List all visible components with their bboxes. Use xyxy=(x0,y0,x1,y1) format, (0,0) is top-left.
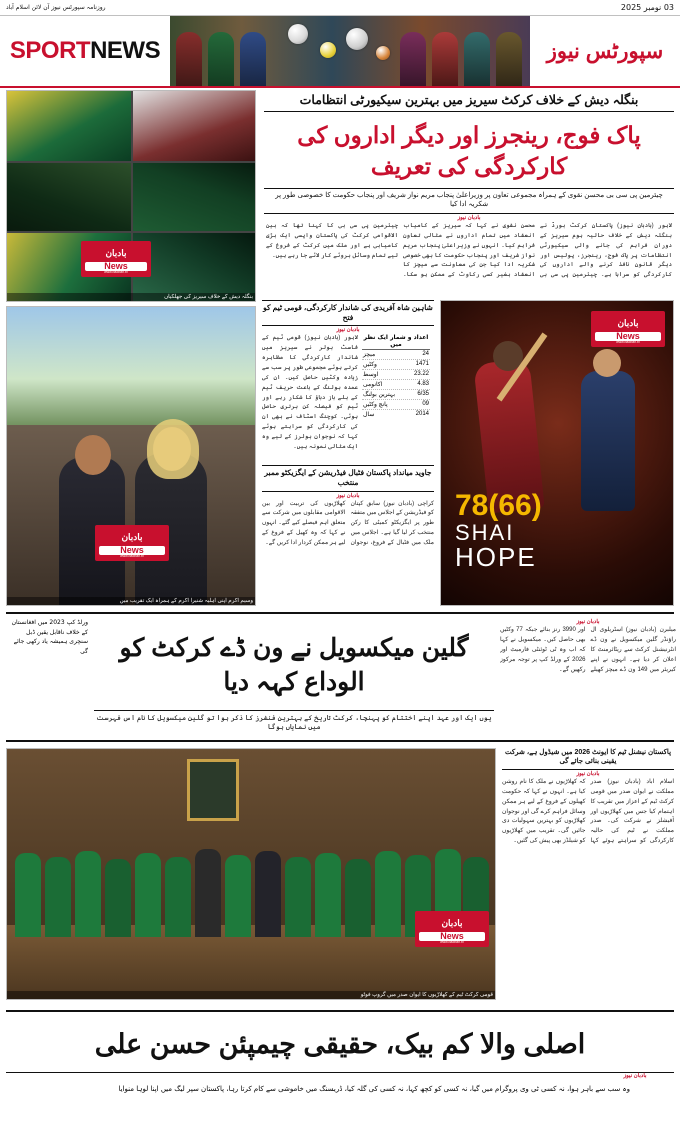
stat-value: 1471 xyxy=(415,361,429,368)
badge-url: www.badban.tv xyxy=(440,940,464,945)
stat-label: وکٹیں xyxy=(363,362,377,369)
stat-value: 6/35 xyxy=(417,391,429,398)
maxwell-headline: گلین میکسویل نے ون ڈے کرکٹ کو الوداع کہہ دیا xyxy=(119,634,469,696)
stat-row xyxy=(362,410,430,419)
mid-left-byline: بادبان نیوز xyxy=(336,327,360,334)
stat-row xyxy=(362,350,430,360)
lead-kicker: بنگلہ دیش کے خلاف کرکٹ سیریز میں بہترین سیکیورٹی انتظامات xyxy=(264,90,674,112)
masthead-banner-image xyxy=(170,16,530,86)
lead-byline: بادبان نیوز xyxy=(457,214,481,221)
stat-row xyxy=(362,370,430,380)
team-byline: بادبان نیوز xyxy=(576,770,600,777)
stat-value: 24 xyxy=(422,351,429,358)
lead-story-block xyxy=(264,90,674,300)
logo[interactable] xyxy=(0,16,170,86)
hope-score-graphic xyxy=(455,491,542,571)
maxwell-story-block xyxy=(6,612,674,742)
stat-label: اکانومی xyxy=(363,382,383,389)
stat-label: اوسط xyxy=(363,372,379,379)
photo-national-team xyxy=(6,748,496,1000)
top-info-bar xyxy=(0,0,680,16)
stat-value: 09 xyxy=(422,401,429,408)
photo-shai-hope xyxy=(440,300,674,606)
maxwell-subhead: یوں ایک اور عہد اپنے اختتام کو پہنچا، کرکٹ تاریخ کے بہترین فنشرز کا ذکر ہوا تو گلین میکسویل کا نام اس فہرست میں نمایاں ہوگا xyxy=(94,710,494,733)
stat-label: سال xyxy=(363,412,375,419)
badge-badban-team xyxy=(415,911,489,947)
stat-row xyxy=(362,380,430,390)
stats-heading: اعداد و شمار ایک نظر میں xyxy=(363,334,429,349)
stat-row xyxy=(362,400,430,410)
team-right-body: اسلام آباد (بادبان نیوز) صدر مملکت نے ایوان صدر میں قومی کرکٹ ٹیم کے اعزاز میں تقریب کا اہتمام کیا جس میں کھلاڑیوں اور آفیشلز نے شرکت کی۔ صدر مملکت نے ٹیم کی حالیہ کارکردگی کو سراہتے ہوئے کہا کہ کھلاڑیوں نے ملک کا نام روشن کیا ہے۔ انہوں نے کہا کہ حکومت کھیلوں کے فروغ کے لیے ہر ممکن وسائل فراہم کرے گی اور نوجوان کھلاڑیوں کو بہترین سہولیات دی جائیں گی۔ تقریب میں کھلاڑیوں کو شیلڈز بھی پیش کی گئیں۔ xyxy=(502,778,674,845)
mid-left2-body: کراچی (بادبان نیوز) سابق کپتان کو فیڈریشن کے اجلاس میں متفقہ طور پر ایگزیکٹو کمیٹی کا رکن منتخب کر لیا گیا ہے۔ اجلاس میں ملک میں فٹبال کے فروغ، نوجوان کھلاڑیوں کی تربیت اور بین الاقوامی مقابلوں میں شرکت سے متعلق اہم فیصلے کیے گئے۔ انہوں نے کہا کہ وہ کھیل کے فروغ کے لیے ہر ممکن کردار ادا کریں گے۔ xyxy=(262,500,434,547)
badge-english: News xyxy=(595,332,661,342)
publication-info: روزنامہ سپورٹس نیوز آن لائن اسلام آباد xyxy=(6,4,106,11)
stat-label: میچز xyxy=(363,352,376,359)
stat-value: 4.83 xyxy=(417,381,429,388)
stat-label: پانچ وکٹیں xyxy=(363,402,388,409)
badge-urdu: بادبان xyxy=(105,248,127,258)
page-date: 03 نومبر 2025 xyxy=(620,3,674,12)
badge-url: www.badban.tv xyxy=(104,270,128,275)
mid-left-heading: شاہین شاہ آفریدی کی شاندار کارکردگی، قومی ٹیم کو فتح xyxy=(262,300,434,326)
stat-row xyxy=(362,390,430,400)
mid-left2-heading: جاوید میانداد پاکستان فٹبال فیڈریشن کے ایگزیکٹو ممبر منتخب xyxy=(262,465,434,491)
maxwell-text-wrap xyxy=(500,618,676,738)
bottom-story-block xyxy=(6,1010,674,1128)
mid-column-stats-story xyxy=(262,300,434,642)
masthead xyxy=(0,16,680,88)
badge-url: www.badban.tv xyxy=(616,340,640,345)
badge-english: News xyxy=(99,546,165,556)
maxwell-left-note: ورلڈ کپ 2023 میں افغانستان کے خلاف ناقابل یقین ڈبل سنچری ہمیشہ یاد رکھی جائے گی xyxy=(11,619,88,655)
bottom-byline: بادبان نیوز xyxy=(623,1073,647,1079)
hope-last-name: HOPE xyxy=(455,542,537,573)
maxwell-body: میلبرن (بادبان نیوز) آسٹریلوی آل راؤنڈر گلین میکسویل نے ون ڈے انٹرنیشنل کرکٹ سے ریٹائرمنٹ کا اعلان کر دیا ہے۔ انہوں نے اپنے کیریئر میں 149 ون ڈے میچز کھیلے اور 3990 رنز بنائے جبکہ 77 وکٹیں بھی حاصل کیں۔ میکسویل نے کہا کہ اب وہ ٹی ٹوئنٹی فارمیٹ اور 2026 کے ورلڈ کپ پر توجہ مرکوز رکھیں گے۔ xyxy=(500,627,676,673)
lead-headline: پاک فوج، رینجرز اور دیگر اداروں کی کارکردگی کی تعریف xyxy=(297,121,641,179)
lead-body: لاہور (بادبان نیوز) پاکستان کرکٹ بورڈ نے بنگلہ دیش کے خلاف حالیہ ہوم سیریز کے دوران فراہم کی جانے والی سیکیورٹی انتظامات پر پاک فوج، رینجرز، پولیس اور دیگر قانون نافذ کرنے والے اداروں کی کارکردگی کو سراہا ہے۔ چیئرمین پی سی بی محسن نقوی نے کہا کہ سیریز کے کامیاب انعقاد میں تمام اداروں نے مثالی تعاون فراہم کیا۔ انہوں نے وزیراعلیٰ پنجاب مریم نواز شریف اور پنجاب حکومت کا بھی خصوصی شکریہ ادا کیا جن کی معاونت سے میچز کا انعقاد بغیر کسی رکاوٹ کے ممکن ہو سکا۔ چیئرمین پی سی بی کا کہنا تھا کہ بین الاقوامی کرکٹ کی پاکستان واپسی ایک بڑی کامیابی ہے اور ملک میں کرکٹ کے فروغ کے لیے تمام وسائل بروئے کار لائے جا رہے ہیں۔ xyxy=(266,222,672,279)
maxwell-headline-wrap xyxy=(94,618,494,732)
stats-table xyxy=(362,334,430,462)
hope-first-name: SHAI xyxy=(455,520,515,545)
masthead-urdu-title: سپورٹس نیوز xyxy=(546,39,664,63)
bottom-headline: اصلی والا کم بیک، حقیقی چیمپئن حسن علی xyxy=(6,1012,674,1073)
wasim-caption: وسیم اکرم اپنی اہلیہ شنیرا اکرم کے ہمراہ ایک تقریب میں xyxy=(7,597,255,605)
logo-news: NEWS xyxy=(90,37,161,64)
photo-wasim-akram xyxy=(6,306,256,606)
badge-english: News xyxy=(419,932,485,942)
hope-score: 78 xyxy=(455,489,489,522)
maxwell-byline: بادبان نیوز xyxy=(576,619,600,625)
badge-urdu: بادبان xyxy=(617,318,639,328)
bottom-left-note: وہ سب سے باہر ہوا، نہ کسی ٹی وی پروگرام میں گیا، نہ کسی کو کچھ کہا، نہ کسی کی گلہ کیا، ڈریسنگ میں خاموشی سے کام کرتا رہا، پاکستان سپر لیگ میں اپنا لوہا منوایا xyxy=(118,1085,630,1093)
badge-badban-wasim xyxy=(95,525,169,561)
team-caption: قومی کرکٹ ٹیم کے کھلاڑیوں کا ایوان صدر میں گروپ فوٹو xyxy=(7,991,495,999)
stat-row xyxy=(362,360,430,370)
badge-badban-hope xyxy=(591,311,665,347)
stat-value: 23.22 xyxy=(413,371,429,378)
team-right-heading: پاکستان نیشنل ٹیم کا ایونٹ 2026 میں شیڈول ہے، شرکت یقینی بنائی جائے گی xyxy=(502,748,674,770)
badge-badban-collage xyxy=(81,241,151,277)
badge-english: News xyxy=(85,262,147,272)
badge-urdu: بادبان xyxy=(441,918,463,928)
collage-caption: بنگلہ دیش کے خلاف سیریز کی جھلکیاں xyxy=(7,293,255,301)
hope-balls: (66) xyxy=(488,489,542,522)
badge-url: www.badban.tv xyxy=(120,554,144,559)
lead-subhead: چیئرمین پی سی بی محسن نقوی کے ہمراہ مجموعی تعاون پر وزیراعلیٰ پنجاب مریم نواز شریف اور پنجاب حکومت کا خصوصی طور پر شکریہ ادا کیا xyxy=(264,188,674,214)
stat-value: 2014 xyxy=(415,411,429,418)
logo-sport: SPORT xyxy=(9,37,91,64)
mid-left2-byline: بادبان نیوز xyxy=(336,492,360,499)
mid-left-body: لاہور (بادبان نیوز) قومی ٹیم کے فاسٹ بولر نے سیریز میں شاندار کارکردگی کا مظاہرہ کرتے ہوئے مجموعی طور پر سب سے زیادہ وکٹیں حاصل کیں۔ ان کی عمدہ بولنگ کے باعث حریف ٹیم کے بلے باز دباؤ کا شکار رہے اور ٹیم کو فیصلہ کن برتری حاصل ہوئی۔ کوچنگ اسٹاف نے بھی ان کی کارکردگی کو سراہتے ہوئے کہا کہ نوجوان بولرز کے لیے وہ ایک مثالی نمونہ ہیں۔ xyxy=(262,335,358,451)
badge-urdu: بادبان xyxy=(121,532,143,542)
stat-label: بہترین بولنگ xyxy=(363,392,395,399)
team-story-column xyxy=(502,748,674,992)
photo-collage-top xyxy=(6,90,256,302)
